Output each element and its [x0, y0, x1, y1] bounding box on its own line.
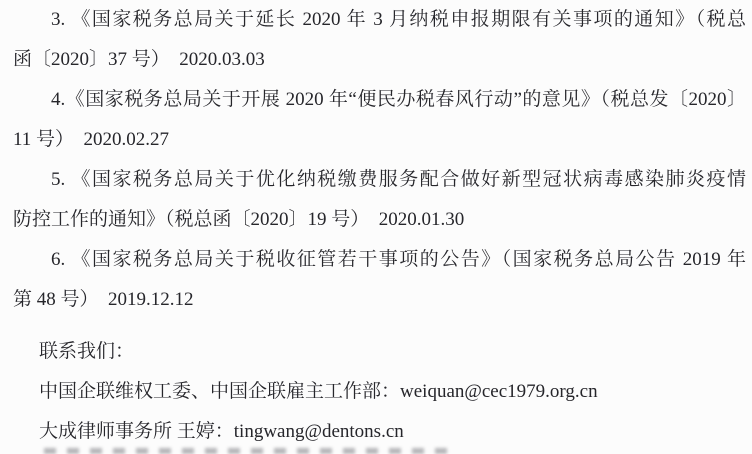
contact-label: 中国企联维权工委、中国企联雇主工作部：: [39, 381, 401, 402]
notice-line: 5. 《国家税务总局关于优化纳税缴费服务配合做好新型冠状病毒感染肺炎疫情: [51, 169, 746, 190]
notice-line: 函〔2020〕37 号） 2020.03.03: [13, 49, 265, 70]
contact-line: [0, 412, 752, 452]
notice-line: 第 48 号） 2019.12.12: [13, 289, 194, 310]
notice-item-3: [0, 0, 752, 80]
notice-item-5: [0, 160, 752, 240]
notice-line: 防控工作的通知》（税总函〔2020〕19 号） 2020.01.30: [13, 209, 465, 230]
contact-heading: 联系我们：: [39, 341, 135, 362]
notice-line: 11 号） 2020.02.27: [13, 129, 170, 150]
notice-line: 3. 《国家税务总局关于延长 2020 年 3 月纳税申报期限有关事项的通知》（税总: [51, 9, 746, 30]
contact-label: 大成律师事务所 王婷：: [39, 421, 234, 442]
notice-item-4: [0, 80, 752, 160]
contact-line: [0, 372, 752, 412]
notice-line: 6. 《国家税务总局关于税收征管若干事项的公告》（国家税务总局公告 2019 年: [51, 249, 746, 270]
email-text: weiquan@cec1979.org.cn: [400, 381, 598, 402]
contact-section: [0, 332, 752, 452]
email-text: tingwang@dentons.cn: [233, 421, 404, 442]
cropped-text-artifact: [44, 448, 454, 454]
notice-item-6: [0, 240, 752, 320]
notice-line: 4.《国家税务总局关于开展 2020 年“便民办税春风行动”的意见》（税总发〔2020〕: [51, 89, 746, 110]
